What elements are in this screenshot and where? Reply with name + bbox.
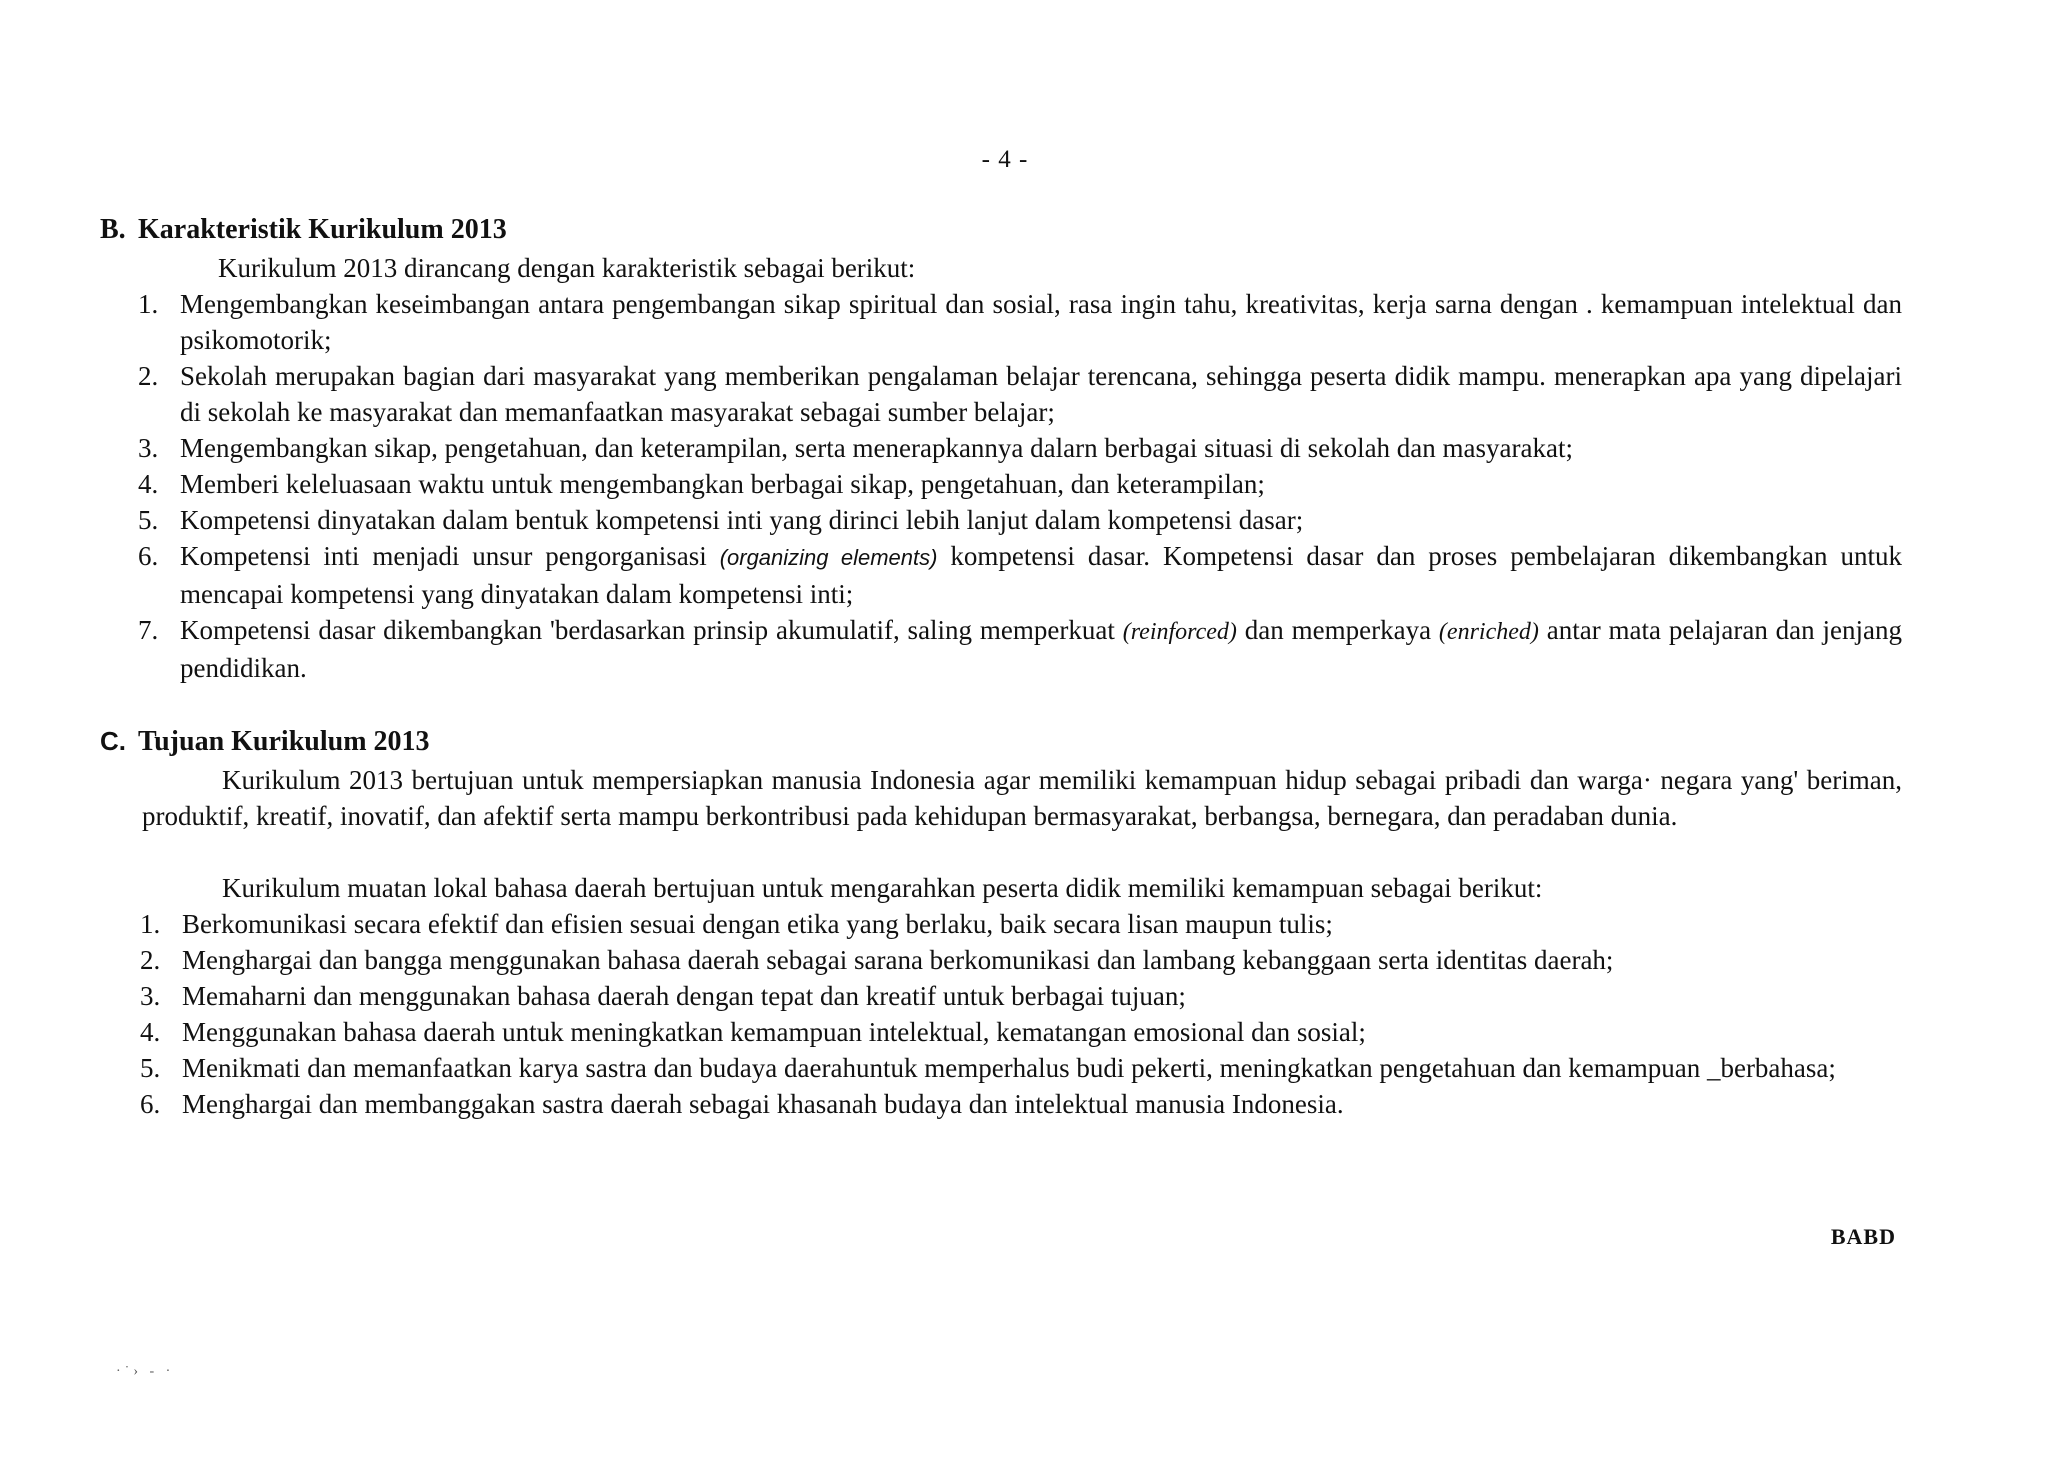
list-item: 7. Kompetensi dasar dikembangkan 'berdasarkan prinsip akumulatif, saling memperkuat (reinforced) dan memperkaya (enriched) antar mata pelajaran dan jenjang pendidikan. <box>138 615 1902 683</box>
section-b-intro: Kurikulum 2013 dirancang dengan karakteristik sebagai berikut: <box>218 253 916 283</box>
section-b-list <box>138 286 1902 686</box>
section-b-letter: B. <box>100 214 126 245</box>
list-item: 6. Menghargai dan membanggakan sastra daerah sebagai khasanah budaya dan intelektual manusia Indonesia. <box>140 1089 1344 1119</box>
footer-label: BABD <box>1830 1224 1896 1249</box>
emphasis-term: (reinforced) <box>1122 619 1237 645</box>
section-c-heading <box>100 726 430 758</box>
section-c-list <box>140 906 1902 1122</box>
section-b-heading <box>100 214 507 246</box>
page-number: - 4 - <box>981 146 1029 173</box>
list-item: 5. Menikmati dan memanfaatkan karya sastra dan budaya daerahuntuk memperhalus budi pekerti, meningkatkan pengetahuan dan kemampuan _berbahasa; <box>140 1053 1836 1083</box>
section-c-paragraph-2: Kurikulum muatan lokal bahasa daerah bertujuan untuk mengarahkan peserta didik memiliki kemampuan sebagai berikut: <box>222 873 1543 903</box>
section-c-letter: C. <box>100 726 126 756</box>
emphasis-term: (enriched) <box>1438 619 1539 645</box>
section-b-title: Karakteristik Kurikulum 2013 <box>138 214 507 245</box>
list-item: 4. Memberi keleluasaan waktu untuk mengembangkan berbagai sikap, pengetahuan, dan keterampilan; <box>138 469 1265 499</box>
scan-specks: ·˙› - · <box>116 1364 175 1379</box>
section-c-paragraph-1: Kurikulum 2013 bertujuan untuk mempersiapkan manusia Indonesia agar memiliki kemampuan hidup sebagai pribadi dan warga· negara yang' beriman, produktif, kreatif, inovatif, dan afektif serta mampu berkontribusi pada kehidupan bermasyarakat, berbangsa, bernegara, dan peradaban dunia. <box>142 765 1902 831</box>
list-item: 2. Sekolah merupakan bagian dari masyarakat yang memberikan pengalaman belajar terencana, sehingga peserta didik mampu. menerapkan apa yang dipelajari di sekolah ke masyarakat dan memanfaatkan masyarakat sebagai sumber belajar; <box>138 361 1902 427</box>
list-item: 5. Kompetensi dinyatakan dalam bentuk kompetensi inti yang dirinci lebih lanjut dalam kompetensi dasar; <box>138 505 1304 535</box>
list-item: 6. Kompetensi inti menjadi unsur pengorganisasi (organizing elements) kompetensi dasar. Kompetensi dasar dan proses pembelajaran dikembangkan untuk mencapai kompetensi yang dinyatakan dalam kompetensi inti; <box>138 541 1902 609</box>
list-item: 4. Menggunakan bahasa daerah untuk meningkatkan kemampuan intelektual, kematangan emosional dan sosial; <box>140 1017 1366 1047</box>
list-item: 1. Mengembangkan keseimbangan antara pengembangan sikap spiritual dan sosial, rasa ingin tahu, kreativitas, kerja sarna dengan . kemampuan intelektual dan psikomotorik; <box>138 289 1902 355</box>
list-item: 2. Menghargai dan bangga menggunakan bahasa daerah sebagai sarana berkomunikasi dan lambang kebanggaan serta identitas daerah; <box>140 945 1614 975</box>
section-c-title: Tujuan Kurikulum 2013 <box>138 726 430 757</box>
list-item: 3. Mengembangkan sikap, pengetahuan, dan keterampilan, serta menerapkannya dalarn berbagai situasi di sekolah dan masyarakat; <box>138 433 1573 463</box>
list-item: 3. Memaharni dan menggunakan bahasa daerah dengan tepat dan kreatif untuk berbagai tujuan; <box>140 981 1186 1011</box>
emphasis-term: (organizing elements) <box>719 545 938 570</box>
list-item: 1. Berkomunikasi secara efektif dan efisien sesuai dengan etika yang berlaku, baik secara lisan maupun tulis; <box>140 909 1333 939</box>
